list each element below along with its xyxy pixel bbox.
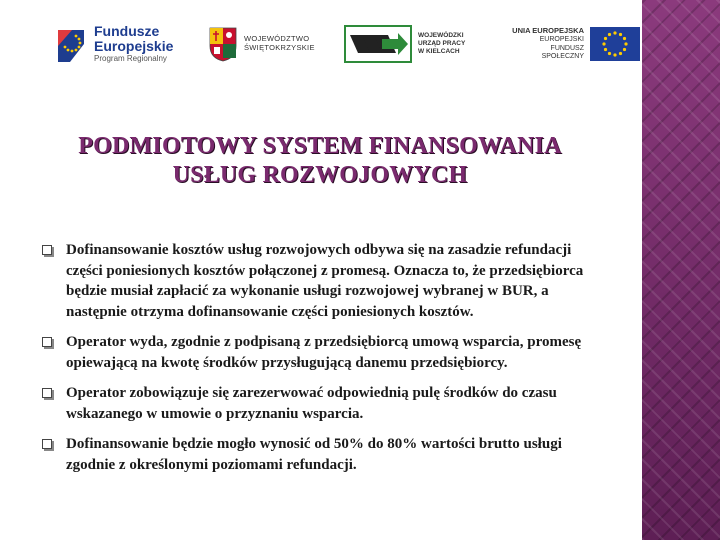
fe-logo-line2: Europejskie xyxy=(94,37,174,54)
swietokrzyskie-line2: ŚWIĘTOKRZYSKIE xyxy=(244,43,315,52)
bullet-item xyxy=(40,332,600,373)
bullet-list xyxy=(40,240,600,485)
bullet-text: Dofinansowanie kosztów usług rozwojowych odbywa się na zasadzie refundacji części poniesionych kosztów połączonej z promesą. Oznacza to, że przedsiębiorca będzie musiał zapłacić za wykonanie usługi rozwojowej wybranej w BUR, a następnie otrzyma dofinansowanie części poniesionych kosztów. xyxy=(66,242,584,320)
square-bullet-icon xyxy=(42,388,52,398)
logo-bar xyxy=(48,14,640,74)
square-bullet-icon xyxy=(42,337,52,347)
slide-title xyxy=(20,132,620,190)
ue-line1: UNIA EUROPEJSKA xyxy=(512,26,584,36)
ue-line3: FUNDUSZ SPOŁECZNY xyxy=(541,44,584,60)
swietokrzyskie-logo xyxy=(208,14,315,74)
decorative-side-strip xyxy=(642,0,720,540)
ue-line2: EUROPEJSKI xyxy=(539,36,584,44)
wup-line1: WOJEWÓDZKI xyxy=(418,32,464,40)
fe-logo-line1: Fundusze xyxy=(94,23,160,40)
fe-logo-line3: Program Regionalny xyxy=(94,54,167,64)
square-bullet-icon xyxy=(42,439,52,449)
fundusze-europejskie-logo xyxy=(54,14,173,74)
bullet-item xyxy=(40,383,600,424)
coat-of-arms-icon xyxy=(208,26,238,62)
swietokrzyskie-line1: WOJEWÓDZTWO xyxy=(244,34,310,44)
bullet-item xyxy=(40,240,600,322)
slide-title-line1: PODMIOTOWY SYSTEM FINANSOWANIA xyxy=(78,133,562,159)
wup-line3: W KIELCACH xyxy=(418,47,460,55)
unia-europejska-logo xyxy=(508,14,640,74)
bullet-text: Dofinansowanie będzie mogło wynosić od 50% do 80% wartości brutto usługi zgodnie z określonymi poziomami refundacji. xyxy=(66,436,562,473)
eu-flag-icon xyxy=(590,27,640,61)
bullet-item xyxy=(40,434,600,475)
square-bullet-icon xyxy=(42,245,52,255)
slide-title-line2: USŁUG ROZWOJOWYCH xyxy=(172,161,468,188)
wup-emblem-icon xyxy=(344,25,412,63)
fe-emblem-icon xyxy=(54,22,88,66)
wup-kielce-logo xyxy=(344,14,465,74)
bullet-text: Operator zobowiązuje się zarezerwować odpowiednią pulę środków do czasu wskazanego w umowie o przyznaniu wsparcia. xyxy=(66,385,557,422)
bullet-text: Operator wyda, zgodnie z podpisaną z przedsiębiorcą umową wsparcia, promesę opiewającą na kwotę środków przysługującą danemu przedsiębiorcy. xyxy=(66,334,582,371)
wup-line2: URZĄD PRACY xyxy=(418,40,466,48)
